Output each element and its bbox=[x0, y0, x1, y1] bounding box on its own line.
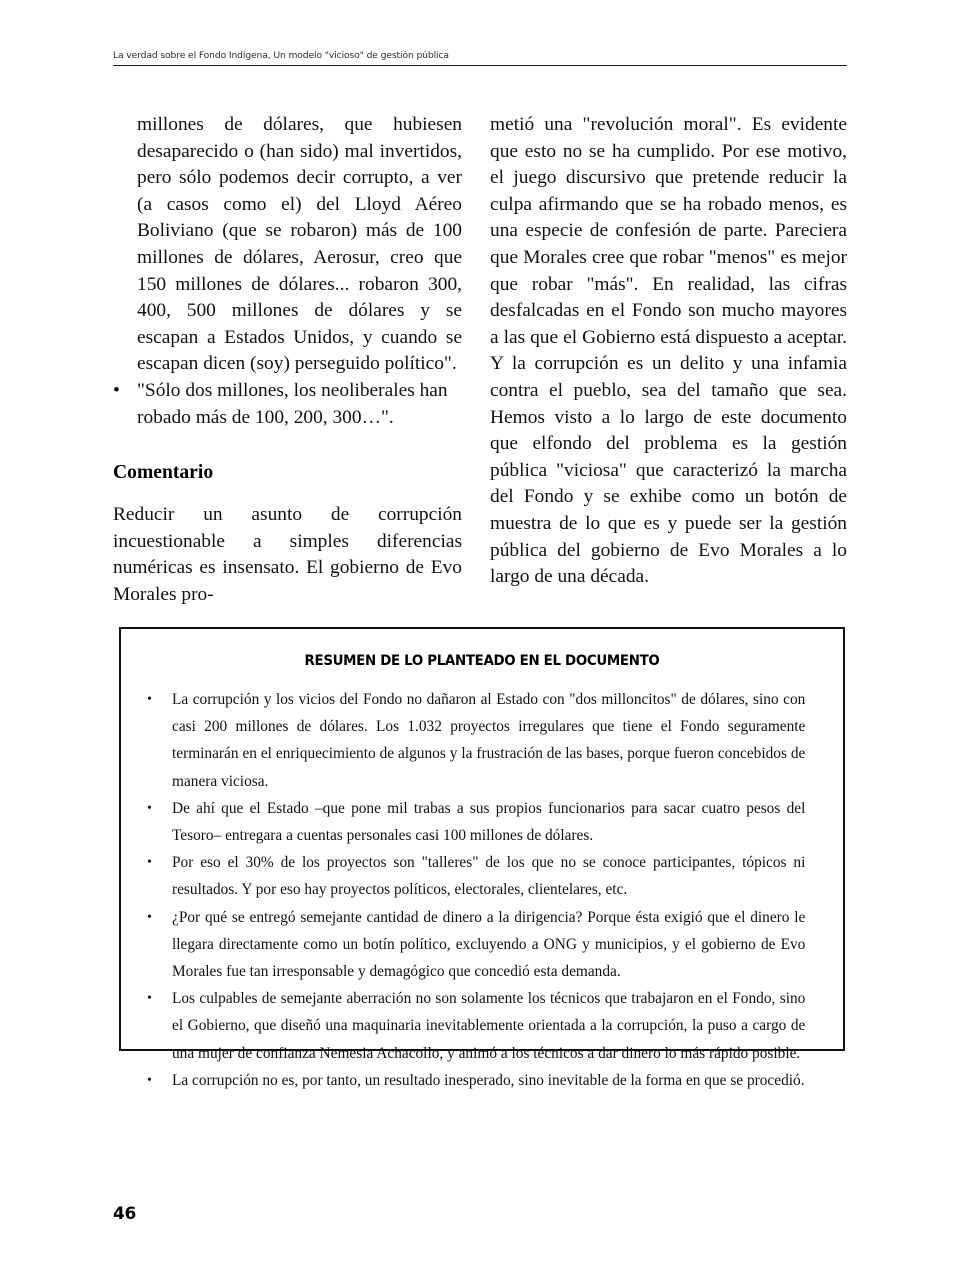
bullet-icon: • bbox=[147, 909, 152, 925]
bullet-icon: • bbox=[147, 855, 152, 871]
summary-box bbox=[119, 627, 845, 1089]
list-item bbox=[147, 849, 815, 903]
left-bullet-item bbox=[113, 378, 462, 431]
bullet-icon: • bbox=[147, 692, 152, 707]
summary-box-title: RESUMEN DE LO PLANTEADO EN EL DOCUMENTO bbox=[304, 653, 660, 669]
list-item bbox=[147, 686, 815, 795]
bullet-icon: • bbox=[113, 379, 120, 401]
page-running-header bbox=[113, 50, 847, 66]
list-item bbox=[147, 1067, 815, 1094]
left-comment-paragraph: Reducir un asunto de corrupción incuestionable a simples diferencias numéricas es insensato. El gobierno de Evo Morales pro- bbox=[113, 504, 462, 605]
bullet-icon: • bbox=[147, 800, 152, 816]
running-title: La verdad sobre el Fondo Indígena, Un modelo "vicioso" de gestión pública bbox=[113, 50, 449, 61]
section-heading-comentario: Comentario bbox=[113, 462, 214, 484]
two-column-body bbox=[113, 112, 847, 609]
left-column bbox=[113, 112, 462, 609]
list-item bbox=[147, 985, 815, 1067]
list-item bbox=[147, 795, 815, 849]
list-item-text: Los culpables de semejante aberración no son solamente los técnicos que trabajaron en el Fondo, sino el Gobierno, que diseñó una maquinaria inevitablemente orientada a la corrupción, la puso a cargo de una mujer de confianza Nemesia Achacollo, y animó a los técnicos a dar dinero lo más rápido posible. bbox=[172, 990, 806, 1062]
list-item-text: Por eso el 30% de los proyectos son "talleres" de los que no se conoce participantes, tópicos ni resultados. Y por eso hay proyectos políticos, electorales, clientelares, etc. bbox=[172, 854, 806, 899]
list-item-text: ¿Por qué se entregó semejante cantidad de dinero a la dirigencia? Porque ésta exigió que el dinero le llegara directamente como un botín político, excluyendo a ONG y municipios, y el gobierno de Evo Morales fue tan irresponsable y demagógico que concedió esta demanda. bbox=[172, 908, 806, 981]
page-number: 46 bbox=[113, 1204, 137, 1224]
right-column bbox=[490, 112, 847, 609]
list-item-text: De ahí que el Estado –que pone mil trabas a sus propios funcionarios para sacar cuatro pesos del Tesoro– entregara a cuentas personales casi 100 millones de dólares. bbox=[172, 799, 806, 845]
header-divider-rule bbox=[113, 65, 847, 66]
list-item-text: La corrupción y los vicios del Fondo no dañaron al Estado con "dos milloncitos" de dólares, sino con casi 200 millones de dólares. Los 1.032 proyectos irregulares que tiene el Fondo seguramente terminarán en el enriquecimiento de algunos y la frustración de las bases, porque fueron concebidos de manera viciosa. bbox=[172, 691, 806, 790]
list-item bbox=[147, 904, 815, 986]
bullet-icon: • bbox=[147, 991, 152, 1007]
left-continued-paragraph: millones de dólares, que hubiesen desaparecido o (han sido) mal invertidos, pero sólo podemos decir corrupto, a ver (a casos como el) del Lloyd Aéreo Boliviano (que se robaron) más de 100 millones de dólares, Aerosur, creo que 150 millones de dólares... robaron 300, 400, 500 millones de dólares y se escapan a Estados Unidos, y cuando se escapan dicen (soy) perseguido político". bbox=[137, 114, 462, 375]
summary-box-list bbox=[121, 675, 843, 1094]
bullet-icon: • bbox=[147, 1072, 152, 1088]
right-continued-paragraph: metió una "revolución moral". Es evidente que esto no se ha cumplido. Por ese motivo, el juego discursivo que pretende reducir la culpa afirmando que se ha robado menos, es una especie de confesión de parte. Pareciera que Morales cree que robar "menos" es mejor que robar "más". En realidad, las cifras desfalcadas en el Fondo son mucho mayores a las que el Gobierno está dispuesto a aceptar. Y la corrupción es un delito y una infamia contra el pueblo, sea del tamaño que sea. Hemos visto a lo largo de este documento que elfondo del problema es la gestión pública "viciosa" que caracterizó la marcha del Fondo y se exhibe como un botón de muestra de lo que es y puede ser la gestión pública del gobierno de Evo Morales a lo largo de una década. bbox=[490, 114, 847, 588]
list-item-text: La corrupción no es, por tanto, un resultado inesperado, sino inevitable de la forma en que se procedió. bbox=[172, 1071, 805, 1089]
left-bullet-text: "Sólo dos millones, los neoliberales han robado más de 100, 200, 300…". bbox=[137, 379, 448, 428]
